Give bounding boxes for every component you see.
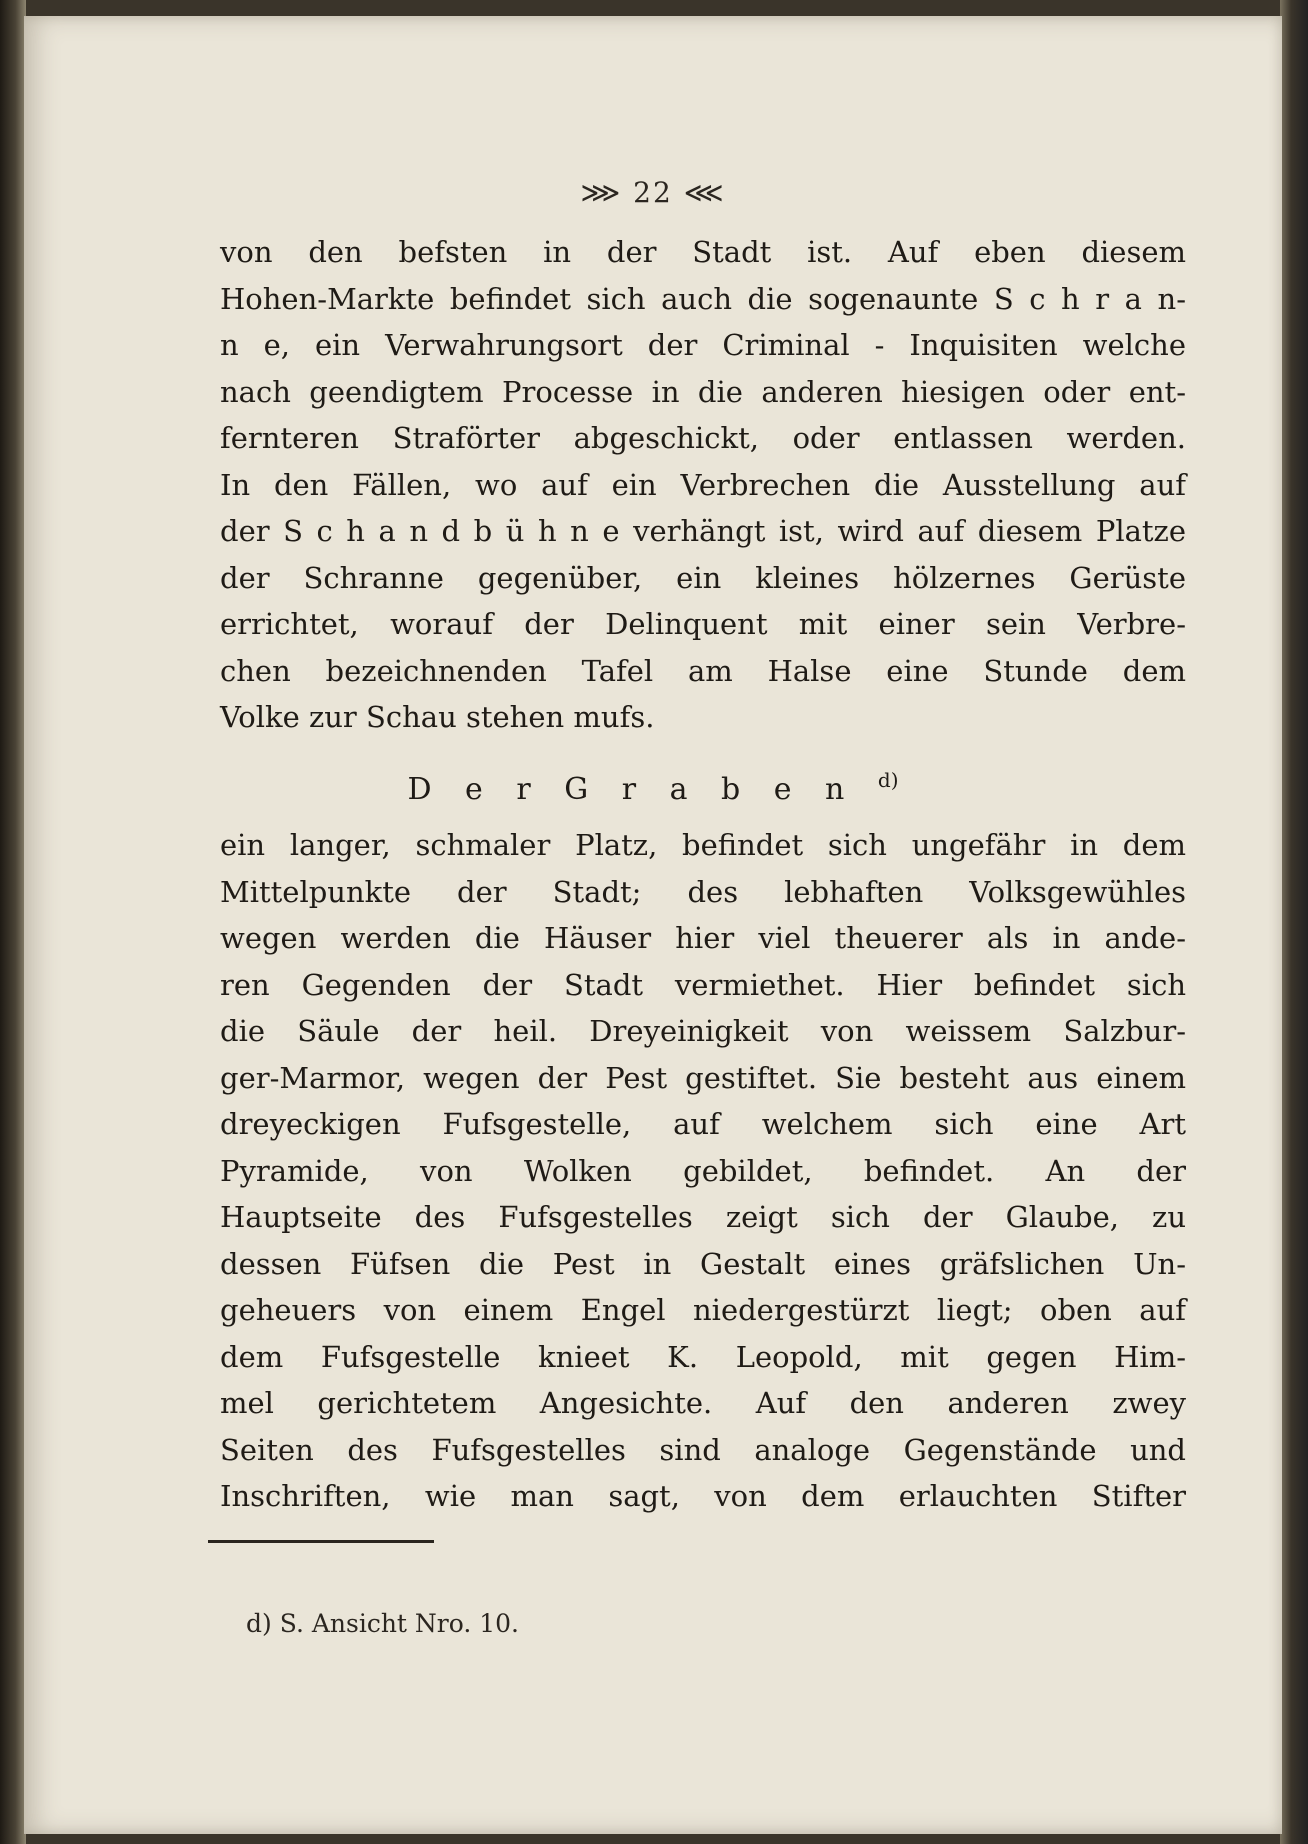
text-line: geheuers von einem Engel niedergestürzt liegt; oben auf bbox=[220, 1293, 1186, 1327]
text-line: Volke zur Schau stehen mufs. bbox=[220, 700, 655, 734]
paragraph-2 bbox=[220, 822, 1186, 1520]
page-number-header: ⋙ 22 ⋘ bbox=[580, 176, 726, 209]
text-line: Hohen-Markte befindet sich auch die sogenaunte S c h r a n- bbox=[220, 281, 1186, 316]
text-line: von den befsten in der Stadt ist. Auf eben diesem bbox=[220, 235, 1186, 269]
text-line: dem Fufsgestelle knieet K. Leopold, mit gegen Him- bbox=[220, 1339, 1186, 1374]
book-page bbox=[24, 16, 1282, 1834]
text-line: der Schranne gegenüber, ein kleines hölzernes Gerüste bbox=[220, 560, 1186, 595]
text-line: Inschriften, wie man sagt, von dem erlauchten Stifter bbox=[220, 1479, 1186, 1513]
text-line: ein langer, schmaler Platz, befindet sich ungefähr in dem bbox=[220, 828, 1186, 862]
text-line: die Säule der heil. Dreyeinigkeit von weissem Salzbur- bbox=[220, 1014, 1186, 1048]
text-line: ren Gegenden der Stadt vermiethet. Hier befindet sich bbox=[220, 967, 1186, 1002]
text-line: Mittelpunkte der Stadt; des lebhaften Volksgewühles bbox=[220, 874, 1186, 909]
footnote-marker: d) bbox=[877, 768, 899, 792]
text-line: nach geendigtem Processe in die anderen hiesigen oder ent- bbox=[220, 374, 1186, 409]
text-line: chen bezeichnenden Tafel am Halse eine Stunde dem bbox=[220, 653, 1186, 688]
book-binding-edge bbox=[0, 0, 26, 1844]
text-line: Hauptseite des Fufsgestelles zeigt sich der Glaube, zu bbox=[220, 1200, 1186, 1234]
text-line: errichtet, worauf der Delinquent mit einer sein Verbre- bbox=[220, 607, 1186, 641]
text-line: In den Fällen, wo auf ein Verbrechen die Ausstellung auf bbox=[220, 467, 1186, 502]
text-line: ger-Marmor, wegen der Pest gestiftet. Sie besteht aus einem bbox=[220, 1060, 1186, 1095]
text-line: wegen werden die Häuser hier viel theuerer als in ande- bbox=[220, 921, 1186, 955]
text-line: dessen Füfsen die Pest in Gestalt eines gräfslichen Un- bbox=[220, 1246, 1186, 1281]
text-line: Pyramide, von Wolken gebildet, befindet. An der bbox=[220, 1153, 1186, 1188]
footnote-divider bbox=[208, 1540, 434, 1543]
page-right-edge bbox=[1280, 0, 1308, 1844]
text-line: Seiten des Fufsgestelles sind analoge Gegenstände und bbox=[220, 1432, 1186, 1467]
section-heading bbox=[24, 768, 1282, 807]
section-heading-text: D e r G r a b e n bbox=[407, 772, 857, 807]
paragraph-1 bbox=[220, 229, 1186, 741]
footnote: d) S. Ansicht Nro. 10. bbox=[246, 1609, 519, 1638]
text-line: fernteren Straförter abgeschickt, oder entlassen werden. bbox=[220, 421, 1186, 455]
text-line: dreyeckigen Fufsgestelle, auf welchem sich eine Art bbox=[220, 1107, 1186, 1141]
text-line: n e, ein Verwahrungsort der Criminal - Inquisiten welche bbox=[220, 328, 1186, 362]
text-line: mel gerichtetem Angesichte. Auf den anderen zwey bbox=[220, 1386, 1186, 1420]
text-line: der S c h a n d b ü h n e verhängt ist, wird auf diesem Platze bbox=[220, 514, 1186, 548]
